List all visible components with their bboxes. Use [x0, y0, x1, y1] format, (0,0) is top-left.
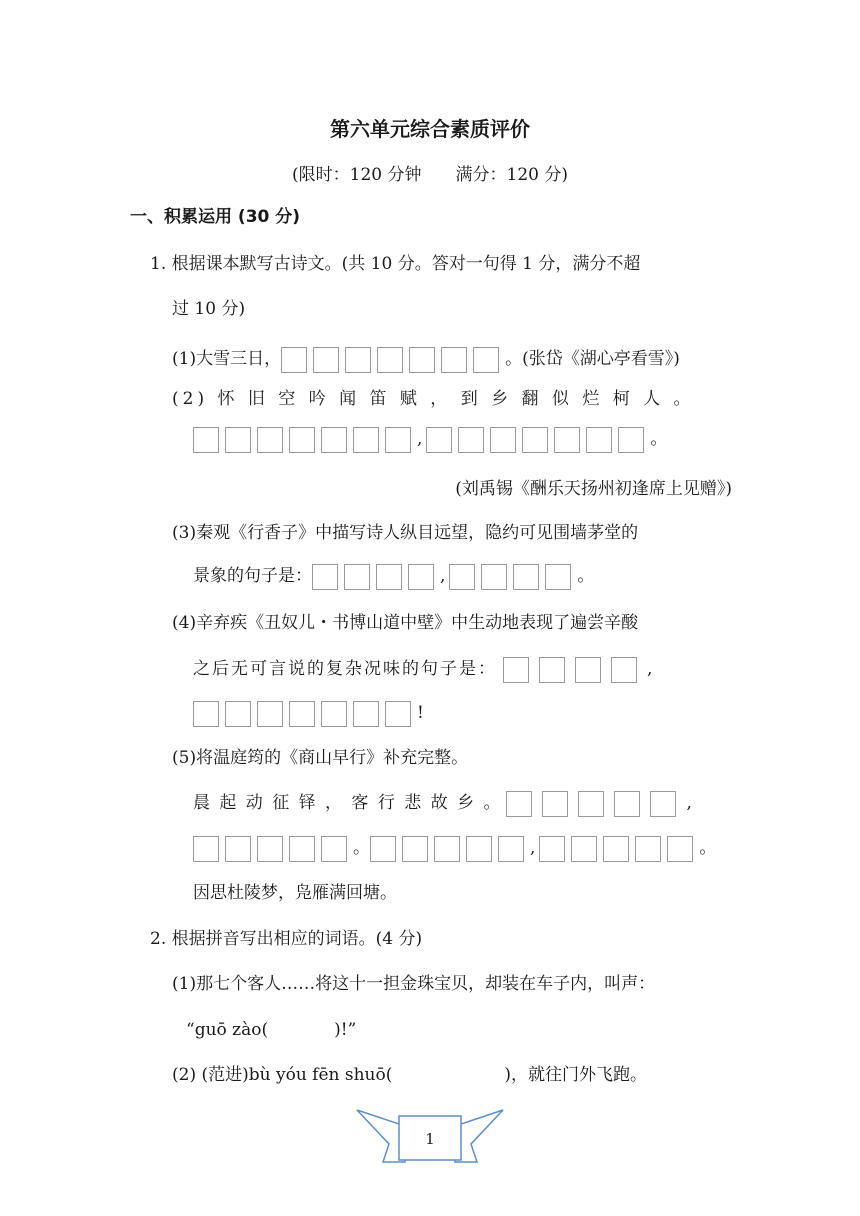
answer-boxes[interactable] — [312, 564, 440, 590]
q1-part4-answers-line2 — [193, 700, 424, 726]
q1-part2-answers — [193, 426, 667, 452]
answer-box[interactable] — [257, 836, 283, 862]
answer-box[interactable] — [513, 564, 539, 590]
answer-box[interactable] — [385, 701, 411, 727]
answer-box[interactable] — [193, 701, 219, 727]
comma: , — [417, 429, 423, 449]
q1-part5-end: 因思杜陵梦，凫雁满回塘。 — [193, 883, 397, 903]
q2-part1-pinyin: “guō zào( — [186, 1020, 269, 1040]
answer-box[interactable] — [377, 347, 403, 373]
comma: , — [530, 838, 536, 858]
answer-box[interactable] — [402, 836, 428, 862]
answer-box[interactable] — [650, 791, 676, 817]
q1-part1 — [172, 346, 680, 372]
answer-box[interactable] — [498, 836, 524, 862]
answer-box[interactable] — [466, 836, 492, 862]
answer-box[interactable] — [312, 564, 338, 590]
answer-box[interactable] — [225, 427, 251, 453]
q1-part4-answers — [193, 656, 652, 682]
answer-box[interactable] — [473, 347, 499, 373]
page-subtitle: (限时：120 分钟 满分：120 分) — [292, 165, 568, 185]
answer-boxes[interactable] — [193, 836, 353, 862]
answer-box[interactable] — [490, 427, 516, 453]
answer-box[interactable] — [408, 564, 434, 590]
q1-part2-source: (刘禹锡《酬乐天扬州初逢席上见赠》) — [455, 479, 732, 499]
answer-boxes[interactable] — [281, 347, 505, 373]
q1-part1-lead: (1)大雪三日， — [172, 349, 282, 369]
answer-box[interactable] — [321, 427, 347, 453]
answer-box[interactable] — [409, 347, 435, 373]
period: 。 — [650, 429, 668, 449]
q2-part2-lead: (2) (范进)bù yóu fēn shuō( — [172, 1065, 393, 1085]
answer-box[interactable] — [481, 564, 507, 590]
q2-part1-answer — [186, 1017, 356, 1043]
answer-box[interactable] — [344, 564, 370, 590]
answer-box[interactable] — [503, 657, 529, 683]
q1-part5-answers-line2 — [193, 835, 716, 861]
answer-box[interactable] — [522, 427, 548, 453]
answer-box[interactable] — [353, 427, 379, 453]
answer-box[interactable] — [441, 347, 467, 373]
answer-boxes[interactable] — [503, 657, 647, 683]
answer-box[interactable] — [313, 347, 339, 373]
answer-box[interactable] — [281, 347, 307, 373]
answer-boxes[interactable] — [449, 564, 577, 590]
answer-box[interactable] — [506, 791, 532, 817]
q2-line1: 2. 根据拼音写出相应的词语。(4 分) — [150, 929, 423, 949]
answer-box[interactable] — [321, 836, 347, 862]
q1-part4-lead: 之后无可言说的复杂况味的句子是： — [193, 659, 497, 679]
answer-box[interactable] — [635, 836, 661, 862]
answer-boxes[interactable] — [193, 427, 417, 453]
q1-part4-line1: (4)辛弃疾《丑奴儿・书博山道中壁》中生动地表现了遍尝辛酸 — [172, 613, 639, 633]
q2-part2-close: )，就往门外飞跑。 — [504, 1065, 648, 1085]
period: 。 — [577, 566, 595, 586]
answer-box[interactable] — [434, 836, 460, 862]
comma: , — [647, 659, 653, 679]
answer-box[interactable] — [542, 791, 568, 817]
answer-box[interactable] — [225, 701, 251, 727]
period: 。 — [353, 838, 370, 858]
answer-box[interactable] — [449, 564, 475, 590]
section-heading: 一、积累运用 (30 分) — [130, 207, 301, 227]
answer-box[interactable] — [193, 836, 219, 862]
answer-box[interactable] — [667, 836, 693, 862]
answer-boxes[interactable] — [506, 791, 686, 817]
comma: , — [686, 793, 692, 813]
answer-box[interactable] — [257, 701, 283, 727]
q1-part5-answers — [193, 790, 692, 816]
q1-line1: 1. 根据课本默写古诗文。(共 10 分。答对一句得 1 分，满分不超 — [150, 254, 641, 274]
answer-box[interactable] — [193, 427, 219, 453]
exclamation: ! — [417, 703, 424, 723]
answer-box[interactable] — [426, 427, 452, 453]
q1-part3-lead: 景象的句子是： — [193, 566, 312, 586]
answer-box[interactable] — [554, 427, 580, 453]
period: 。 — [699, 838, 717, 858]
comma: , — [440, 566, 446, 586]
q1-part5-lead: 晨 起 动 征 铎 ， 客 行 悲 故 乡 。 — [193, 793, 503, 813]
answer-boxes[interactable] — [539, 836, 699, 862]
answer-box[interactable] — [289, 701, 315, 727]
q1-part3-line1: (3)秦观《行香子》中描写诗人纵目远望，隐约可见围墙茅堂的 — [172, 523, 639, 543]
answer-box[interactable] — [539, 836, 565, 862]
q1-part5-line1: (5)将温庭筠的《商山早行》补充完整。 — [172, 748, 469, 768]
answer-box[interactable] — [289, 427, 315, 453]
q1-part2-text: (2) 怀 旧 空 吟 闻 笛 赋 ， 到 乡 翻 似 烂 柯 人 。 — [172, 389, 695, 409]
page-number: 1 — [425, 1130, 435, 1148]
answer-boxes[interactable] — [426, 427, 650, 453]
answer-box[interactable] — [618, 427, 644, 453]
answer-box[interactable] — [385, 427, 411, 453]
answer-box[interactable] — [603, 836, 629, 862]
answer-box[interactable] — [353, 701, 379, 727]
answer-box[interactable] — [225, 836, 251, 862]
answer-boxes[interactable] — [370, 836, 530, 862]
q1-part3-answers — [193, 563, 594, 589]
answer-box[interactable] — [614, 791, 640, 817]
answer-box[interactable] — [370, 836, 396, 862]
answer-box[interactable] — [575, 657, 601, 683]
q2-part2 — [172, 1062, 647, 1088]
answer-box[interactable] — [545, 564, 571, 590]
q1-line2: 过 10 分) — [172, 299, 246, 319]
answer-box[interactable] — [458, 427, 484, 453]
q1-part1-end: 。(张岱《湖心亭看雪》) — [505, 349, 680, 369]
answer-box[interactable] — [539, 657, 565, 683]
answer-box[interactable] — [321, 701, 347, 727]
page-title: 第六单元综合素质评价 — [330, 117, 530, 141]
answer-box[interactable] — [289, 836, 315, 862]
answer-box[interactable] — [611, 657, 637, 683]
answer-box[interactable] — [578, 791, 604, 817]
answer-box[interactable] — [571, 836, 597, 862]
q2-part1-close: )!” — [334, 1020, 357, 1040]
answer-boxes[interactable] — [193, 701, 417, 727]
answer-box[interactable] — [257, 427, 283, 453]
answer-box[interactable] — [345, 347, 371, 373]
answer-box[interactable] — [586, 427, 612, 453]
answer-box[interactable] — [376, 564, 402, 590]
q2-part1-line1: (1)那七个客人……将这十一担金珠宝贝，却装在车子内，叫声： — [172, 974, 656, 994]
